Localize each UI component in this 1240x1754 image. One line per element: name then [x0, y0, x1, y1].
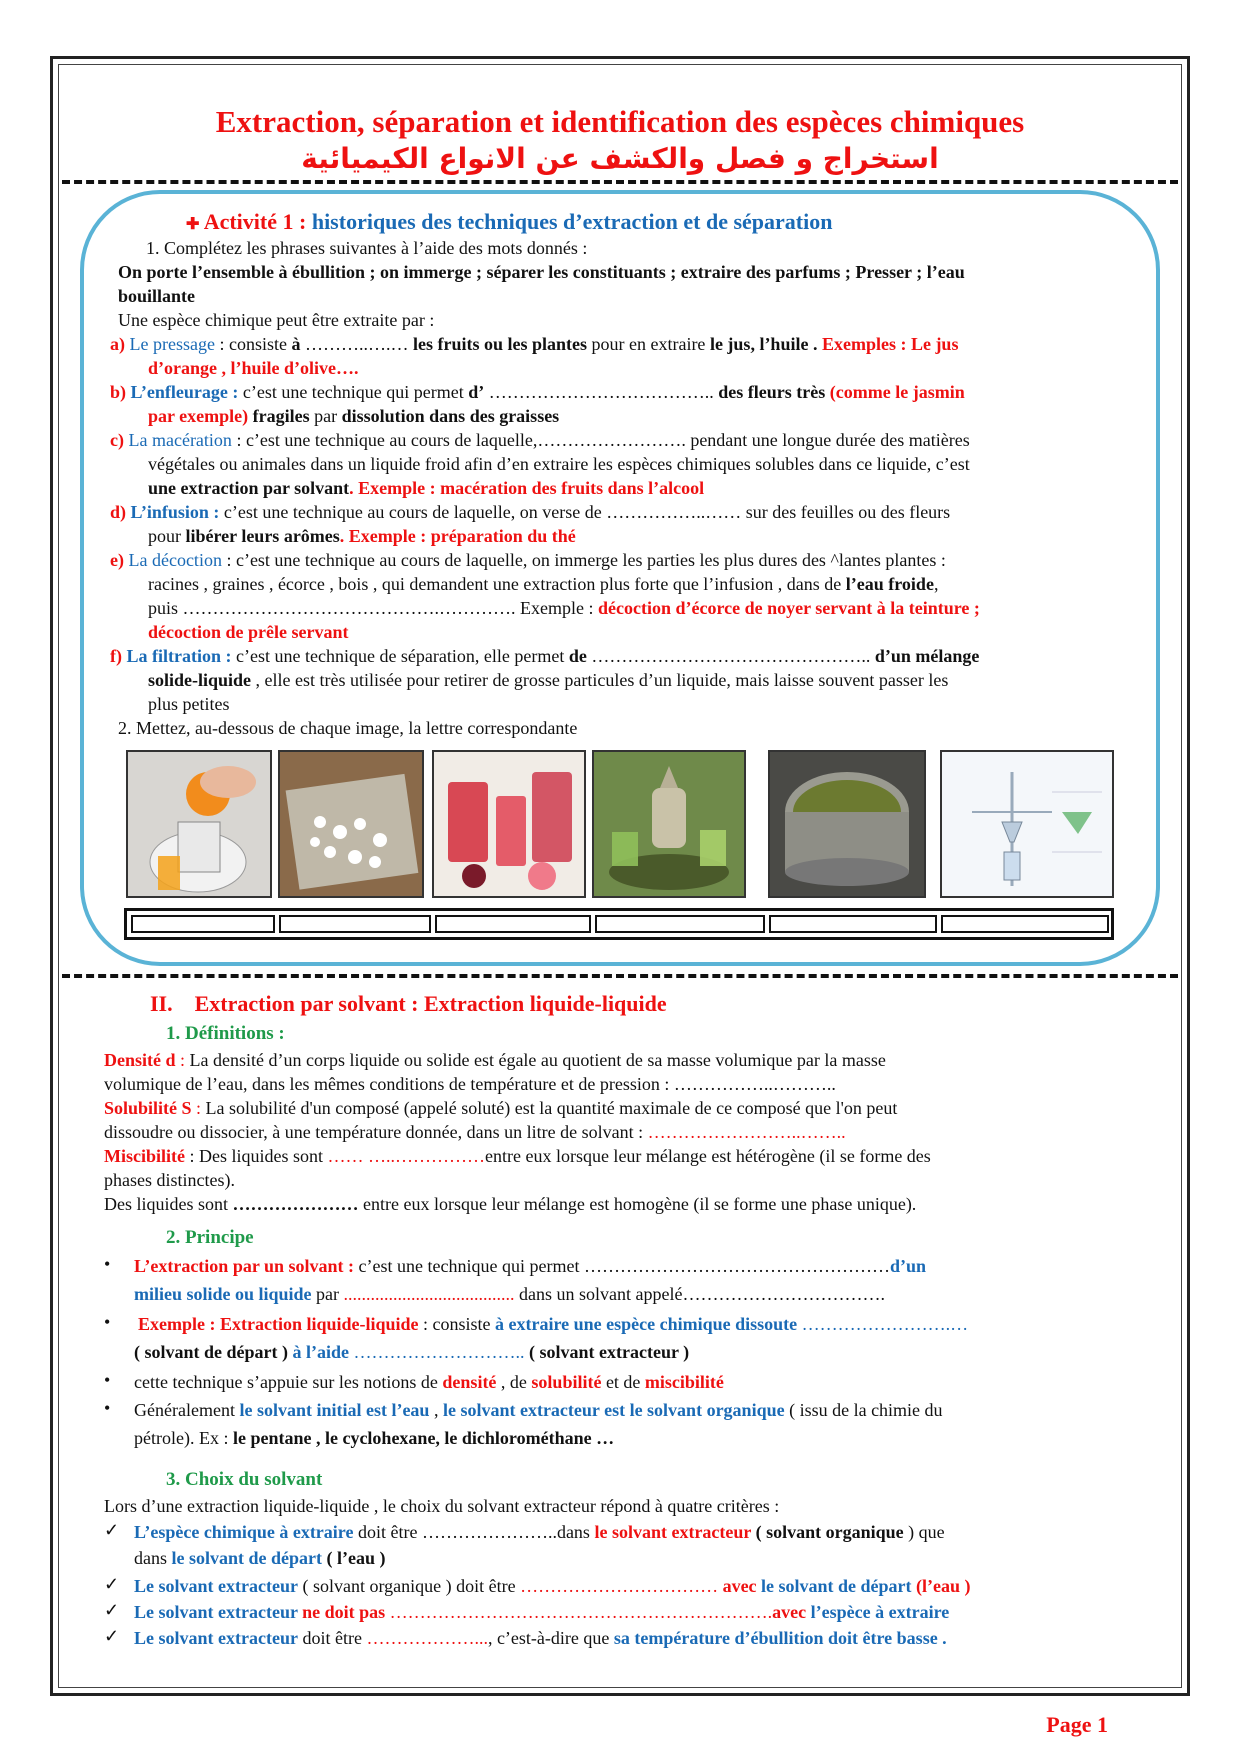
answer-box[interactable] — [131, 915, 275, 933]
answer-row — [124, 908, 1114, 940]
item-f: f) La filtration : c’est une technique de séparation, elle permet de ……………………………………….. d’un mélange — [110, 646, 980, 666]
solvent-choice-intro: Lors d’une extraction liquide-liquide , le choix du solvant extracteur répond à quatre critères : — [104, 1496, 780, 1516]
criterion-4: Le solvant extracteur doit être ………………..., c’est-à-dire que sa température d’ébullition doit être basse . — [134, 1628, 947, 1648]
image-pressing — [126, 750, 272, 898]
definitions-heading: 1. Définitions : — [166, 1023, 285, 1044]
item-a: a) Le pressage : consiste à ………..….… les fruits ou les plantes pour en extraire le jus, l’huile . Exemples : Le jus — [110, 334, 959, 354]
activity-heading: ✚ Activité 1 : historiques des techniques d’extraction et de séparation — [186, 209, 833, 234]
item-b-cont: par exemple) fragiles par dissolution dans des graisses — [148, 406, 560, 426]
check-icon: ✓ — [104, 1520, 120, 1540]
word-list-cont: bouillante — [118, 286, 196, 306]
intro-text: Une espèce chimique peut être extraite par : — [118, 310, 435, 330]
page-title: Extraction, séparation et identification des espèces chimiques — [215, 104, 1025, 139]
principle-4: Généralement le solvant initial est l’eau , le solvant extracteur est le solvant organique ( issu de la chimie du — [134, 1400, 943, 1420]
principle-1: L’extraction par un solvant : c’est une technique qui permet ……………………………………………d’un — [134, 1256, 926, 1276]
item-e: e) La décoction : c’est une technique au cours de laquelle, on immerge les parties les plus dures des ^lantes plantes : — [110, 550, 946, 570]
item-e-cont2: puis …………………………………….…………. Exemple : décoction d’écorce de noyer servant à la teinture ; — [148, 598, 980, 618]
check-icon: ✓ — [104, 1626, 120, 1646]
bullet-icon: • — [104, 1370, 111, 1390]
principle-1-cont: milieu solide ou liquide par ...................................... dans un solvant appelé……………………………. — [134, 1284, 885, 1304]
answer-box[interactable] — [435, 915, 591, 933]
answer-box[interactable] — [595, 915, 765, 933]
item-f-cont: solide-liquide , elle est très utilisée pour retirer de grosse particules d’un liquide, mais laisse souvent passer les — [148, 670, 949, 690]
item-a-cont: d’orange , l’huile d’olive…. — [148, 358, 359, 378]
answer-box[interactable] — [941, 915, 1109, 933]
principle-2-cont: ( solvant de départ ) à l’aide ……………………….. ( solvant extracteur ) — [134, 1342, 690, 1362]
bullet-icon: • — [104, 1312, 111, 1332]
criterion-3: Le solvant extracteur ne doit pas ……………………………………………………….avec l’espèce à extraire — [134, 1602, 950, 1622]
solvent-choice-heading: 3. Choix du solvant — [166, 1469, 323, 1490]
density-def: Densité d : La densité d’un corps liquide ou solide est égale au quotient de sa masse volumique par la masse — [104, 1050, 886, 1070]
section-2-title: II. Extraction par solvant : Extraction liquide-liquide — [150, 991, 667, 1016]
solubility-def: Solubilité S : La solubilité d'un composé (appelé soluté) est la quantité maximale de ce composé que l'on peut — [104, 1098, 898, 1118]
image-filtration — [940, 750, 1114, 898]
miscibility-def-cont: phases distinctes). — [104, 1170, 235, 1190]
item-c-cont: végétales ou animales dans un liquide froid afin d’en extraire les espèces chimiques solubles dans ce liquide, c’est — [148, 454, 970, 474]
answer-box[interactable] — [279, 915, 431, 933]
criterion-1: L’espèce chimique à extraire doit être …………………..dans le solvant extracteur ( solvant organique ) que — [134, 1522, 945, 1542]
divider-top — [62, 180, 1178, 184]
image-decoction — [768, 750, 926, 898]
principle-4-cont: pétrole). Ex : le pentane , le cyclohexane, le dichlorométhane … — [134, 1428, 615, 1448]
image-infusion — [592, 750, 746, 898]
solubility-def-cont: dissoudre ou dissocier, à une température donnée, dans un litre de solvant : ……………………..…….. — [104, 1122, 846, 1142]
answer-box[interactable] — [769, 915, 937, 933]
word-list: On porte l’ensemble à ébullition ; on immerge ; séparer les constituants ; extraire des parfums ; Presser ; l’eau — [118, 262, 965, 282]
image-enfleurage — [278, 750, 424, 898]
criterion-1-cont: dans le solvant de départ ( l’eau ) — [134, 1548, 386, 1568]
question-2: 2. Mettez, au-dessous de chaque image, la lettre correspondante — [118, 718, 578, 738]
item-e-cont3: décoction de prêle servant — [148, 622, 349, 642]
page-title-arabic: استخراج و فصل والكشف عن الانواع الكيميائية — [301, 142, 939, 175]
principle-3: cette technique s’appuie sur les notions de densité , de solubilité et de miscibilité — [134, 1372, 724, 1392]
image-maceration — [432, 750, 586, 898]
bullet-icon: • — [104, 1254, 111, 1274]
item-e-cont: racines , graines , écorce , bois , qui demandent une extraction plus forte que l’infusion , dans de l’eau froide, — [148, 574, 939, 594]
activity-marker-icon: ✚ — [186, 216, 200, 233]
check-icon: ✓ — [104, 1574, 120, 1594]
check-icon: ✓ — [104, 1600, 120, 1620]
item-f-cont2: plus petites — [148, 694, 230, 714]
item-c: c) La macération : c’est une technique au cours de laquelle,……………………. pendant une longue durée des matières — [110, 430, 970, 450]
item-d-cont: pour libérer leurs arômes. Exemple : préparation du thé — [148, 526, 576, 546]
bullet-icon: • — [104, 1398, 111, 1418]
question-1: 1. Complétez les phrases suivantes à l’aide des mots donnés : — [146, 238, 588, 258]
divider-middle — [62, 974, 1178, 978]
page-number: Page 1 — [1046, 1712, 1108, 1737]
miscibility-def: Miscibilité : Des liquides sont …… …..……………entre eux lorsque leur mélange est hétérogène (il se forme des — [104, 1146, 931, 1166]
item-c-cont2: une extraction par solvant. Exemple : macération des fruits dans l’alcool — [148, 478, 705, 498]
principle-2: Exemple : Extraction liquide-liquide : consiste à extraire une espèce chimique dissoute …………………….… — [138, 1314, 969, 1334]
principle-heading: 2. Principe — [166, 1227, 254, 1248]
miscibility-def-cont2: Des liquides sont ………………… entre eux lorsque leur mélange est homogène (il se forme une phase unique). — [104, 1194, 917, 1214]
item-b: b) L’enfleurage : c’est une technique qui permet d’ ……………………………….. des fleurs très (comme le jasmin — [110, 382, 965, 402]
density-def-cont: volumique de l’eau, dans les mêmes conditions de température et de pression : ……………..……….. — [104, 1074, 836, 1094]
item-d: d) L’infusion : c’est une technique au cours de laquelle, on verse de ……………..…… sur des feuilles ou des fleurs — [110, 502, 951, 522]
criterion-2: Le solvant extracteur ( solvant organique ) doit être …………………………… avec le solvant de départ (l’eau ) — [134, 1576, 971, 1596]
